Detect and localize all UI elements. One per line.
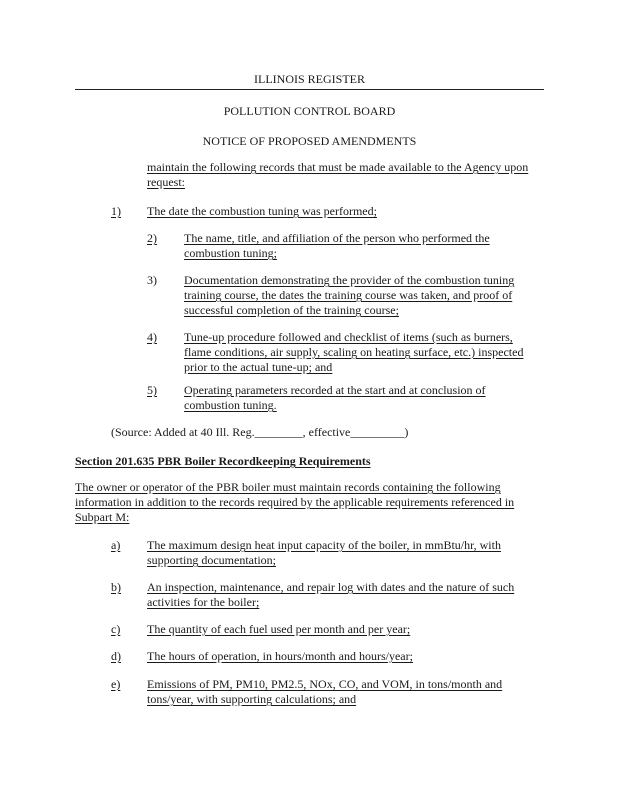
list-number: 2)	[147, 231, 157, 245]
list-number: 3)	[147, 273, 157, 287]
list-item: An inspection, maintenance, and repair log with dates and the nature of such activities for the boiler;	[147, 580, 515, 609]
source-note: (Source: Added at 40 Ill. Reg.________, effective_________)	[111, 425, 409, 439]
list-item: The name, title, and affiliation of the person who performed the combustion tuning;	[184, 231, 490, 260]
list-number: c)	[111, 622, 121, 636]
list-number: d)	[111, 649, 121, 663]
list-item: Emissions of PM, PM10, PM2.5, NOx, CO, and VOM, in tons/month and tons/year, with supporting calculations; and	[147, 677, 503, 706]
board-title: POLLUTION CONTROL BOARD	[223, 104, 396, 118]
list-number: 1)	[111, 204, 121, 218]
list-item: The date the combustion tuning was performed;	[147, 204, 377, 218]
notice-title: NOTICE OF PROPOSED AMENDMENTS	[202, 134, 417, 148]
section-intro: The owner or operator of the PBR boiler must maintain records containing the following information in addition to the records required by the applicable requirements referenced in Subpart M:	[75, 480, 515, 524]
list-item: The hours of operation, in hours/month and hours/year;	[147, 649, 413, 663]
section-heading: Section 201.635 PBR Boiler Recordkeeping Requirements	[75, 454, 371, 468]
list-item: Operating parameters recorded at the start and at conclusion of combustion tuning.	[184, 383, 486, 412]
intro-continuation: maintain the following records that must be made available to the Agency upon request:	[147, 160, 529, 189]
list-number: a)	[111, 538, 121, 552]
list-number: 5)	[147, 383, 157, 397]
header-divider	[75, 89, 544, 90]
list-number: e)	[111, 677, 121, 691]
list-number: b)	[111, 580, 121, 594]
list-item: Tune-up procedure followed and checklist of items (such as burners, flame conditions, air supply, scaling on heating surface, etc.) inspected prior to the actual tune-up; and	[184, 330, 524, 374]
list-item: The quantity of each fuel used per month and per year;	[147, 622, 411, 636]
list-item: The maximum design heat input capacity of the boiler, in mmBtu/hr, with supporting documentation;	[147, 538, 501, 567]
register-title: ILLINOIS REGISTER	[254, 72, 365, 86]
list-number: 4)	[147, 330, 157, 344]
list-item: Documentation demonstrating the provider of the combustion tuning training course, the dates the training course was taken, and proof of successful completion of the training course;	[184, 273, 515, 317]
